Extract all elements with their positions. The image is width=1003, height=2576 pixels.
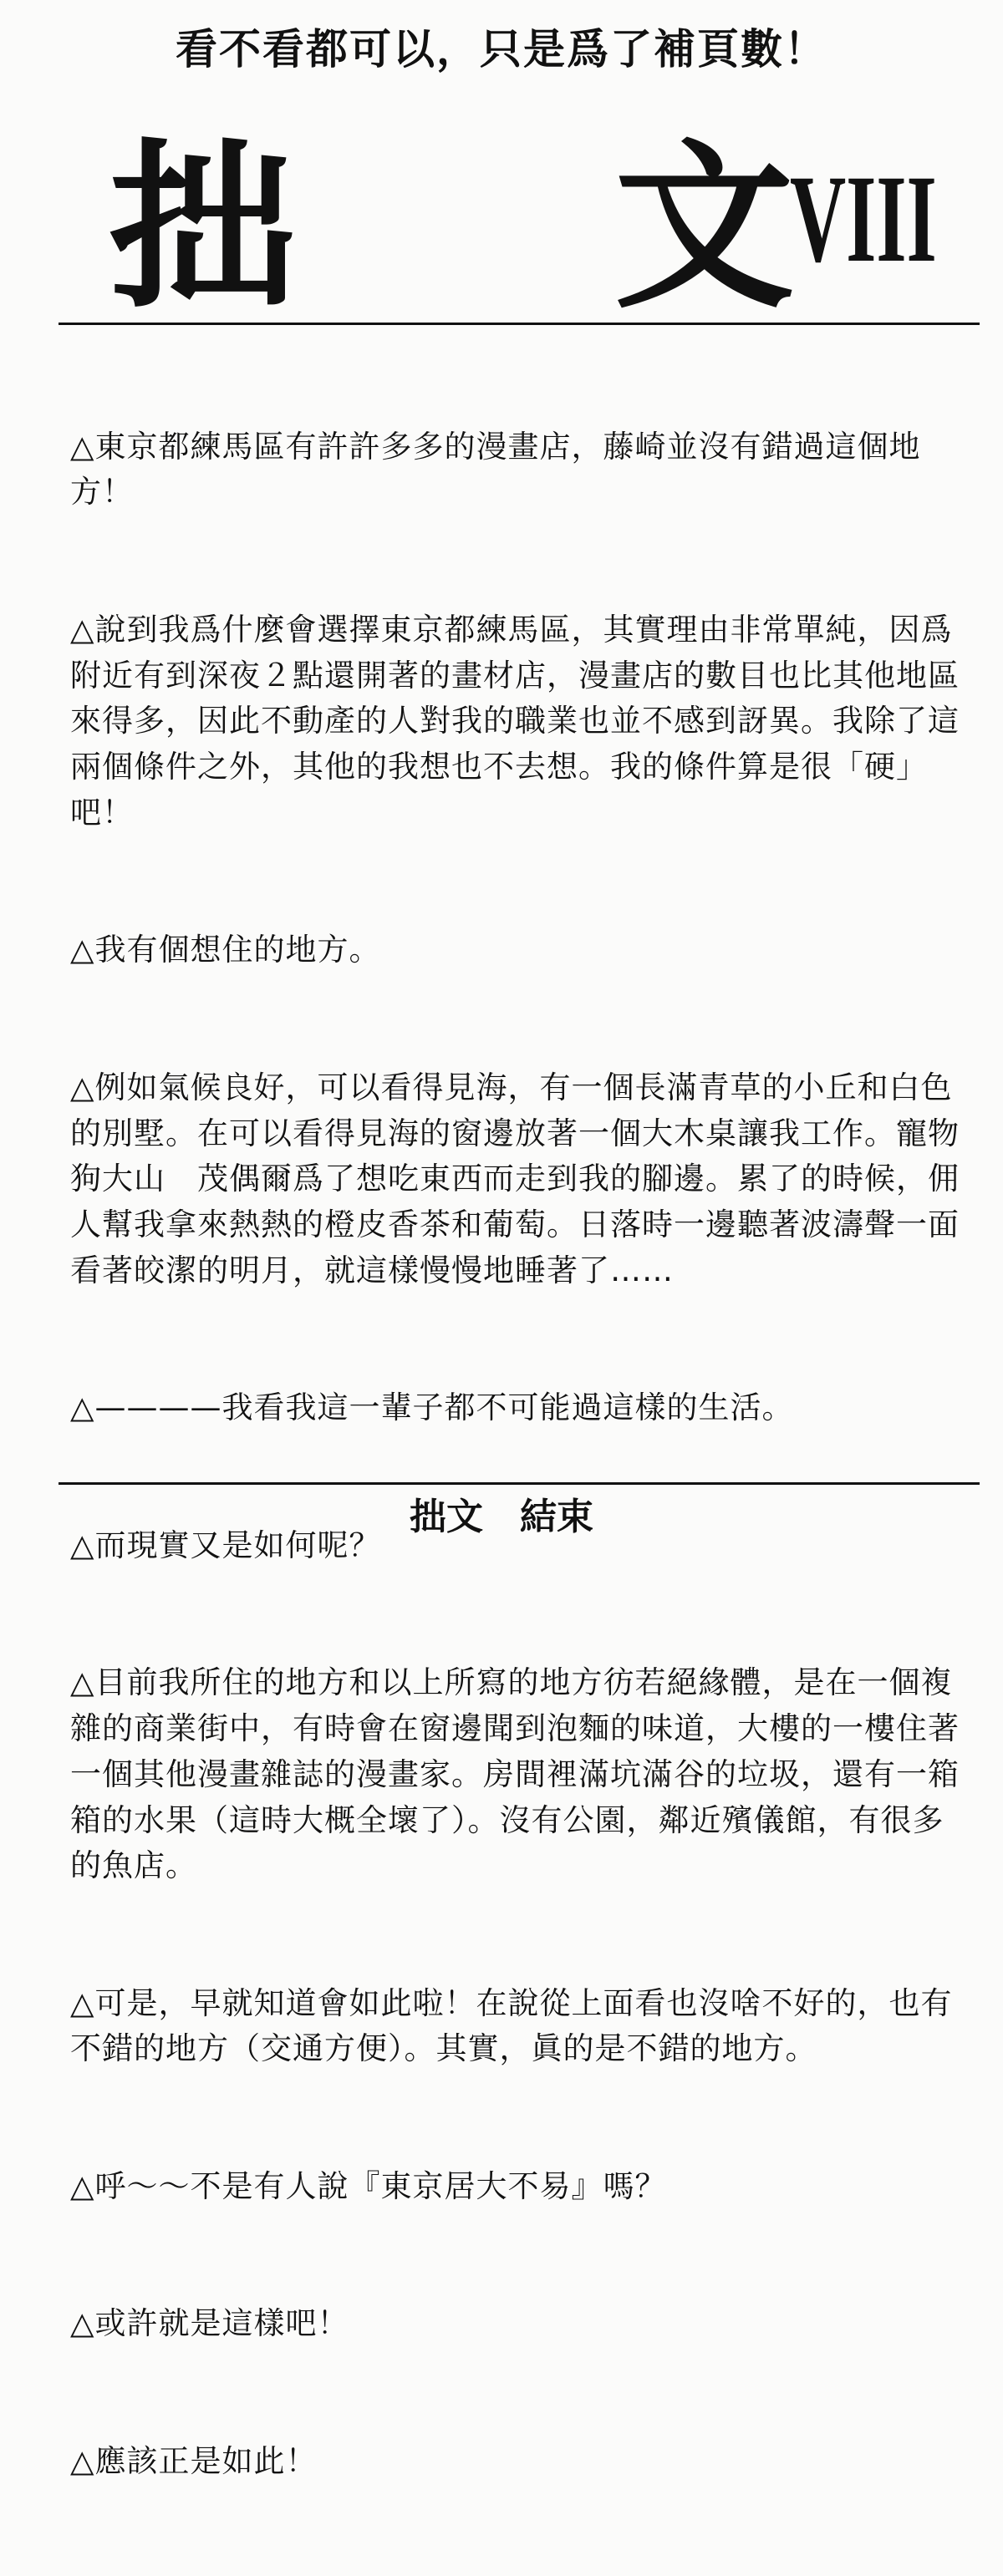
paragraph-1: △東京都練馬區有許許多多的漫畫店，藤崎並沒有錯過這個地方！ [70,428,921,511]
paragraph-6: △而現實又是如何呢？ [70,1527,381,1563]
paragraph-5: △————我看我這一輩子都不可能過這樣的生活。 [70,1390,794,1426]
essay-body [70,333,973,2576]
banner-heading: 看不看都可以，只是爲了補頁數！ [176,25,827,74]
top-divider [59,323,980,325]
title-character-wen: 文 [614,123,794,333]
bottom-divider [59,1482,980,1485]
paragraph-2: △說到我爲什麼會選擇東京都練馬區，其實理由非常單純，因爲附近有到深夜２點還開著的畫材店，漫畫店的數目也比其他地區來得多，因此不動產的人對我的職業也並不感到訝異。我除了這兩個條件之外，其他的我想也不去想。我的條件算是很「硬」吧！ [70,611,960,831]
title-character-zhuo: 拙 [109,123,298,333]
paragraph-4: △例如氣候良好，可以看得見海，有一個長滿青草的小丘和白色的別墅。在可以看得見海的窗邊放著一個大木桌讓我工作。寵物狗大山 茂偶爾爲了想吃東西而走到我的腳邊。累了的時候，佣人幫我拿來熱熱的橙皮香茶和葡萄。日落時一邊聽著波濤聲一面看著皎潔的明月，就這樣慢慢地睡著了…… [70,1069,960,1288]
paragraph-7: △目前我所住的地方和以上所寫的地方彷若絕緣體，是在一個複雜的商業街中，有時會在窗邊聞到泡麵的味道，大樓的一樓住著一個其他漫畫雜誌的漫畫家。房間裡滿坑滿谷的垃圾，還有一箱箱的水果（這時大概全壞了）。沒有公園，鄰近殯儀館，有很多的魚店。 [70,1664,960,1884]
paragraph-3: △我有個想住的地方。 [70,932,381,968]
paragraph-9: △呼～～不是有人說『東京居大不易』嗎？ [70,2167,667,2204]
end-marker [0,1492,1003,1542]
paragraph-8: △可是，早就知道會如此啦！在說從上面看也沒啥不好的，也有不錯的地方（交通方便）。其實，眞的是不錯的地方。 [70,1984,953,2067]
title-roman-numeral: VIII [790,150,937,288]
end-word-finish: 結束 [520,1496,593,1538]
paragraph-11: △應該正是如此！ [70,2442,318,2479]
end-word-title: 拙文 [410,1496,483,1538]
paragraph-10: △或許就是這樣吧！ [70,2305,349,2342]
